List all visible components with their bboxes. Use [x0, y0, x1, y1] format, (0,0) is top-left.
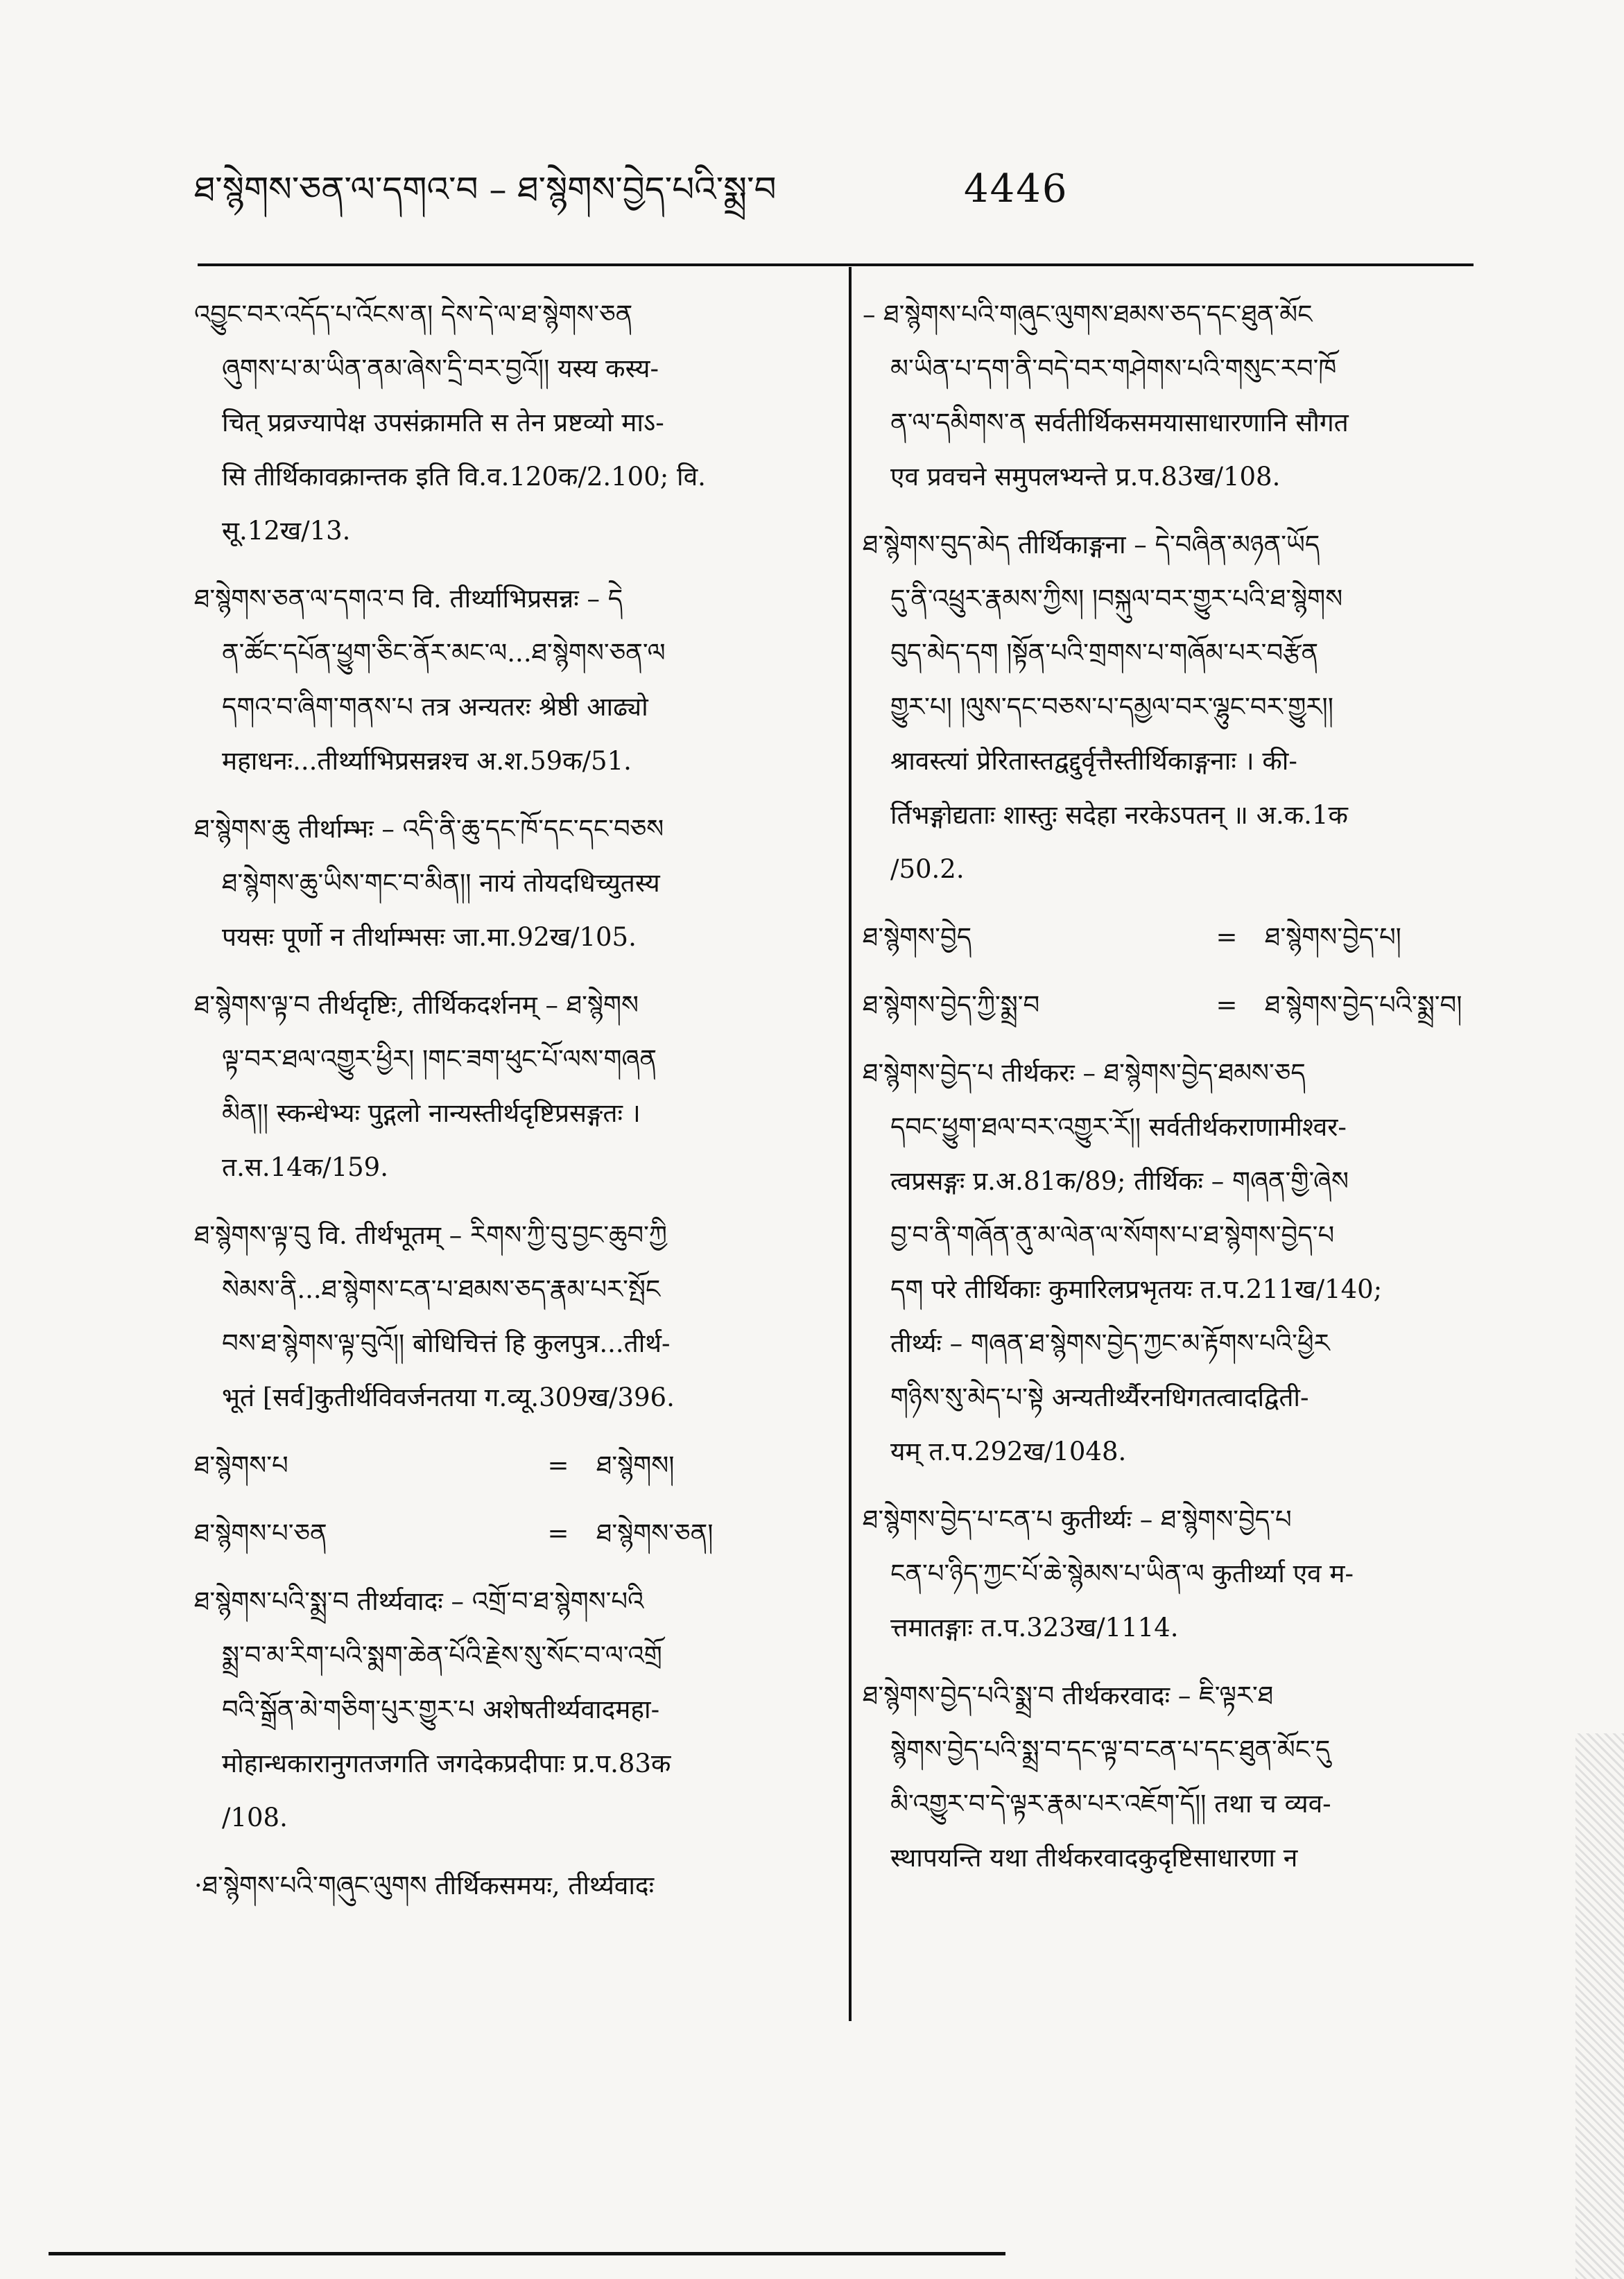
entry-headword-line: – ཐ་སྙེགས་པའི་གཞུང་ལུགས་ཐམས་ཅད་དང་ཐུན་མོང: [863, 300, 1313, 329]
entry-headword-line: ཐ་སྙེགས་ཅན་ལ་དགའ་བ वि. तीर्थ्याभिप्रसन्नः – དེ: [194, 584, 623, 614]
entry-line: ལྟ་བར་ཐལ་འགྱུར་ཕྱིར། །གང་ཟག་ཕུང་པོ་ལས་གཞན: [222, 1044, 657, 1074]
entry-line: དབང་ཕྱུག་ཐལ་བར་འགྱུར་རོ།། सर्वतीर्थकराणामीश्वर-: [890, 1112, 1347, 1142]
running-headwords: ཐ་སྙེགས་ཅན་ལ་དགའ་བ – ཐ་སྙེགས་བྱེད་པའི་སྨྲ་བ: [194, 169, 777, 209]
cross-reference: [194, 1439, 825, 1493]
entry-line: སེམས་ནི...ཐ་སྙེགས་ངན་པ་ཐམས་ཅད་རྣམ་པར་སྤོང: [222, 1274, 661, 1304]
footer-rule: [49, 2252, 1005, 2255]
entry-line: མི་འགྱུར་བ་དེ་ལྟར་རྣམ་པར་འཇོག་དོ།། तथा च व्यव-: [890, 1789, 1331, 1819]
entry-line: གྱུར་པ། །ལུས་དང་བཅས་པ་དམྱལ་བར་ལྷུང་བར་གྱུར།།: [890, 692, 1333, 722]
entry-line: पयसः पूर्णो न तीर्थाम्भसः जा.मा.92ख/105.: [222, 922, 637, 952]
entry-line: चित् प्रव्रज्यापेक्ष उपसंक्रामति स तेन प्रष्टव्यो माऽ-: [222, 408, 664, 437]
dictionary-entry: [863, 1046, 1487, 1479]
dictionary-entry: [194, 288, 825, 558]
page-edge-shadow: [1575, 1733, 1624, 2279]
dictionary-entry: [863, 288, 1487, 504]
entry-line: མ་ཡིན་པ་དག་ནི་བདེ་བར་གཤེགས་པའི་གསུང་རབ་ཁོ: [890, 354, 1337, 383]
entry-line: དུ་ནི་འཕྲུར་རྣམས་ཀྱིས། །བསྐུལ་བར་གྱུར་པའི་ཐ་སྙེགས: [890, 584, 1343, 614]
page-header: [194, 158, 1442, 220]
entry-line: སྙེགས་བྱེད་པའི་སྨྲ་བ་དང་ལྟ་བ་ངན་པ་དང་ཐུན་མོང་དུ: [890, 1735, 1331, 1765]
entry-line: एव प्रवचने समुपलभ्यन्ते प्र.प.83ख/108.: [890, 462, 1281, 492]
entry-line: श्रावस्त्यां प्रेरितास्तद्वद्दुर्वृत्तैस्तीर्थिकाङ्गनाः । की-: [890, 746, 1297, 776]
entry-line: བས་ཐ་སྙེགས་ལྟ་བུའོ།། बोधिचित्तं हि कुलपुत्र...तीर्थ-: [222, 1328, 671, 1358]
entry-line: བའི་སྒྲོན་མེ་གཅིག་པུར་གྱུར་པ अशेषतीर्थ्यवादमहा-: [222, 1695, 660, 1724]
entry-line: ངན་པ་ཉིད་ཀྱང་པོ་ཆེ་སྙེམས་པ་ཡིན་ལ कुतीर्थ्या एव म-: [890, 1559, 1354, 1588]
entry-line: ན་ཚོང་དཔོན་ཕྱུག་ཅིང་ནོར་མང་ལ...ཐ་སྙེགས་ཅན་ལ: [222, 638, 666, 668]
entry-line: ན་ལ་དམིགས་ན सर्वतीर्थिकसमयासाधारणानि सौगत: [890, 408, 1349, 437]
xref-equals: =: [547, 1518, 569, 1548]
xref-term: ཐ་སྙེགས་པ: [194, 1450, 288, 1480]
entry-line: यम् त.प.292ख/1048.: [890, 1437, 1127, 1466]
dictionary-entry: [194, 978, 825, 1195]
entry-line: ཞུགས་པ་མ་ཡིན་ནམ་ཞེས་དྲི་བར་བྱའོ།། यस्य कस्य-: [222, 354, 659, 383]
entry-line: महाधनः...तीर्थ्याभिप्रसन्नश्च अ.श.59क/51.: [222, 746, 632, 776]
entry-line: तीर्थ्यः – གཞན་ཐ་སྙེགས་བྱེད་ཀྱང་མ་རྟོགས་པའི་ཕྱིར: [890, 1328, 1330, 1358]
entry-headword-line: ཐ་སྙེགས་བྱེད་པ་ངན་པ कुतीर्थ्यः – ཐ་སྙེགས་བྱེད་པ: [863, 1505, 1292, 1534]
entry-line: भूतं [सर्व]कुतीर्थविवर्जनतया ग.व्यू.309ख/396.: [222, 1383, 675, 1412]
entry-line: བྱ་བ་ནི་གཞོན་ནུ་མ་ལེན་ལ་སོགས་པ་ཐ་སྙེགས་བྱེད་པ: [890, 1220, 1335, 1250]
entry-line: ཐ་སྙེགས་ཆུ་ཡིས་གང་བ་མིན།། नायं तोयदधिच्युतस्य: [222, 868, 660, 898]
xref-target: ཐ་སྙེགས་བྱེད་པའི་སྨྲ་བ།: [1265, 990, 1462, 1020]
right-column: [863, 288, 1487, 1899]
dictionary-entry: [194, 1859, 825, 1913]
column-divider: [849, 267, 852, 2021]
entry-headword-line: ཐ་སྙེགས་བྱེད་པ तीर्थकरः – ཐ་སྙེགས་བྱེད་ཐམས་ཅད: [863, 1058, 1306, 1088]
entry-line: མིན།། स्कन्धेभ्यः पुद्गलो नान्यस्तीर्थदृष्टिप्रसङ्गतः ।: [222, 1098, 641, 1128]
entry-line: དག परे तीर्थिकाः कुमारिलप्रभृतयः त.प.211ख/140;: [890, 1274, 1383, 1304]
entry-line: त्तमातङ्गाः त.प.323ख/1114.: [890, 1613, 1179, 1643]
cross-reference: [863, 978, 1487, 1032]
xref-target: ཐ་སྙེགས་བྱེད་པ།: [1265, 922, 1401, 952]
entry-headword-line: འབྱུང་བར་འདོད་པ་འོངས་ན། དེས་དེ་ལ་ཐ་སྙེགས་ཅན: [194, 300, 633, 329]
page-number: 4446: [964, 166, 1069, 211]
dictionary-entry: [194, 1575, 825, 1845]
entry-line: /108.: [222, 1803, 288, 1832]
xref-equals: =: [547, 1450, 569, 1480]
xref-target: ཐ་སྙེགས།: [596, 1450, 675, 1480]
header-rule: [198, 263, 1474, 266]
dictionary-entry: [863, 1493, 1487, 1655]
entry-line: र्तिभङ्गोद्यताः शास्तुः सदेहा नरकेऽपतन् ॥ अ.क.1क: [890, 800, 1348, 830]
dictionary-entry: [194, 1208, 825, 1425]
entry-line: བུད་མེད་དག །སྟོན་པའི་གྲགས་པ་གཞོམ་པར་བརྩོན: [890, 638, 1319, 668]
xref-term: ཐ་སྙེགས་བྱེད: [863, 922, 972, 952]
cross-reference: [863, 910, 1487, 964]
cross-reference: [194, 1507, 825, 1561]
entry-headword-line: ཐ་སྙེགས་བུད་མེད तीर्थिकाङ्गना – དེ་བཞིན་མཉན་ཡོད: [863, 530, 1320, 560]
entry-headword-line: ཐ་སྙེགས་ཆུ तीर्थाम्भः – འདི་ནི་ཆུ་དང་ཁོ་དང་དང་བཅས: [194, 814, 664, 844]
entry-line: त.स.14क/159.: [222, 1152, 388, 1182]
entry-headword-line: ཐ་སྙེགས་ལྟ་བུ वि. तीर्थभूतम् – རིགས་ཀྱི་བུ་བྱང་ཆུབ་ཀྱི: [194, 1220, 667, 1250]
entry-line: त्वप्रसङ्गः प्र.अ.81क/89; तीर्थिकः – གཞན་གྱི་ཞེས: [890, 1166, 1349, 1196]
entry-headword-line: ཐ་སྙེགས་བྱེད་པའི་སྨྲ་བ तीर्थकरवादः – ཇི་ལྟར་ཐ: [863, 1681, 1274, 1710]
entry-headword-line: ཐ་སྙེགས་པའི་སྨྲ་བ तीर्थ्यवादः – འགྲོ་བ་ཐ་སྙེགས་པའི: [194, 1586, 644, 1616]
left-column: [194, 288, 825, 1927]
xref-term: ཐ་སྙེགས་པ་ཅན: [194, 1518, 327, 1548]
entry-line: སྨྲ་བ་མ་རིག་པའི་སྨག་ཆེན་པོའི་རྗེས་སུ་སོང་བ་ལ་འགྲོ: [222, 1640, 662, 1670]
dictionary-entry: [194, 802, 825, 964]
xref-target: ཐ་སྙེགས་ཅན།: [596, 1518, 714, 1548]
entry-line: स्थापयन्ति यथा तीर्थकरवादकुदृष्टिसाधारणा न: [890, 1843, 1298, 1873]
entry-line: सि तीर्थिकावक्रान्तक इति वि.व.120क/2.100; वि.: [222, 462, 706, 492]
entry-headword-line: ·ཐ་སྙེགས་པའི་གཞུང་ལུགས तीर्थिकसमयः, तीर्थ्यवादः: [194, 1871, 655, 1900]
entry-line: གཉིས་སུ་མེད་པ་སྟེ अन्यतीर्थ्यैरनधिगतत्वादद्विती-: [890, 1383, 1309, 1412]
dictionary-entry: [863, 1669, 1487, 1885]
entry-line: དགའ་བ་ཞིག་གནས་པ तत्र अन्यतरः श्रेष्ठी आढ्यो: [222, 692, 648, 722]
xref-term: ཐ་སྙེགས་བྱེད་ཀྱི་སྨྲ་བ: [863, 990, 1040, 1020]
entry-line: मोहान्धकारानुगतजगति जगदेकप्रदीपाः प्र.प.83क: [222, 1749, 671, 1778]
entry-line: सू.12ख/13.: [222, 516, 351, 546]
entry-line: /50.2.: [890, 854, 965, 884]
xref-equals: =: [1216, 990, 1238, 1020]
dictionary-entry: [863, 518, 1487, 896]
dictionary-entry: [194, 572, 825, 788]
xref-equals: =: [1216, 922, 1238, 952]
entry-headword-line: ཐ་སྙེགས་ལྟ་བ तीर्थदृष्टिः, तीर्थिकदर्शनम् – ཐ་སྙེགས: [194, 990, 639, 1020]
